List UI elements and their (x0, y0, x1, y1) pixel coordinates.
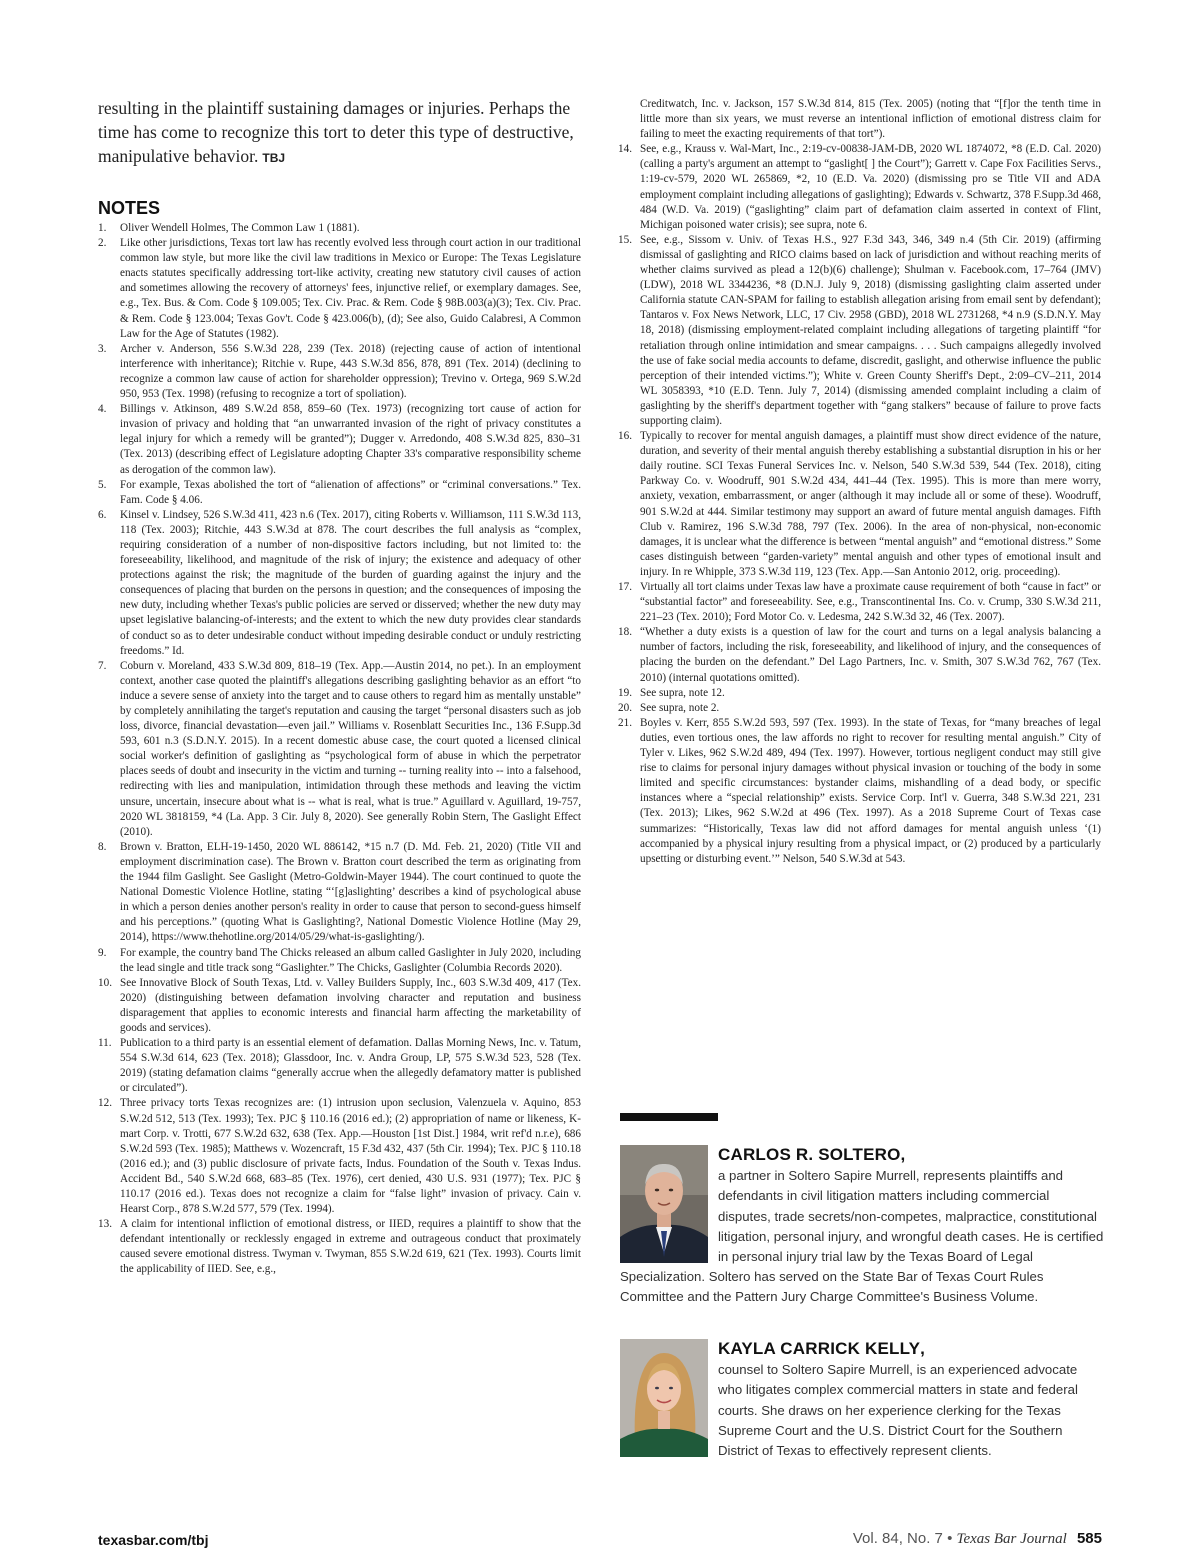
note-item (98, 1096, 581, 1217)
note-item (98, 478, 581, 508)
notes-list-left (98, 221, 581, 1278)
note-item (618, 701, 1101, 716)
lead-paragraph (98, 96, 581, 170)
note-text: Boyles v. Kerr, 855 S.W.2d 593, 597 (Tex. 1993). In the state of Texas, for “many breaches of legal duties, even tortious ones, the law affords no right to recover for resulting mental anguish.” City of Tyler v. Likes, 962 S.W.2d 489, 494 (Tex. 1997). However, tortious negligent conduct may still give rise to claims for personal injury damages without physical invasion or touching of the body in some limited and specific circumstances: bystander claims, mishandling of a dead body, or specific instances where a “special relationship” exists. Service Corp. Int'l v. Guerra, 348 S.W.3d 221, 231 (Tex. 2013); Likes, 962 S.W.2d at 496 (Tex. 1997). As a 2018 Supreme Court of Texas case summarizes: “Historically, Texas law did not afford damages for mental anguish unless ‘(1) accompanied by a physical injury resulting from a physical impact, or (2) produced by a particularly upsetting or disturbing event.’” Nelson, 540 S.W.3d at 543. (640, 716, 1101, 865)
note-text: Three privacy torts Texas recognizes are: (1) intrusion upon seclusion, Valenzuela v. Aquino, 853 S.W.2d 512, 513 (Tex. 1993); Tex. PJC § 110.16 (2016 ed.); (2) appropriation of name or likeness, K-mart Corp. v. Trotti, 677 S.W.2d 632, 638 (Tex. App.—Houston [1st Dist.] 1984, writ ref'd n.r.e), 686 S.W.2d 593 (Tex. 1985); Matthews v. Wozencraft, 15 F.3d 432, 437 (5th Cir. 1994); Tex. PJC § 110.18 (2016 ed.); and (3) public disclosure of private facts, Indus. Foundation of the South v. Texas Indus. Accident Bd., 540 S.W.2d 668, 683–85 (Tex. 1976), cert denied, 430 U.S. 931 (1977); Tex. PJC § 110.17 (2016 ed.). Texas does not recognize a claim for “false light” invasion of privacy. Cain v. Hearst Corp., 878 S.W.2d 577, 579 (Tex. 1994). (120, 1097, 581, 1216)
note-number: 17. (618, 581, 632, 593)
note-text: A claim for intentional infliction of emotional distress, or IIED, requires a plaintiff to show that the defendant intentionally or recklessly engaged in extreme and outrageous conduct that proximately caused severe emotional distress. Twyman v. Twyman, 855 S.W.2d 619, 621 (Tex. 1993). Courts limit the applicability of IIED. See, e.g., (120, 1218, 581, 1276)
note-number: 21. (618, 716, 632, 729)
note-number: 14. (618, 143, 632, 156)
note-item (98, 946, 581, 976)
note-item (98, 236, 581, 342)
name-comma: , (900, 1145, 906, 1164)
lead-text: resulting in the plaintiff sustaining damages or injuries. Perhaps the time has come to recognize this tort to deter this type of destructive, manipulative behavior. (98, 98, 574, 166)
note-text: See supra, note 12. (640, 686, 725, 699)
name-comma: , (920, 1339, 925, 1358)
note-number: 12. (98, 1097, 112, 1110)
note-item (98, 402, 581, 477)
author-bio-soltero (620, 1145, 1104, 1308)
note-text: “Whether a duty exists is a question of law for the court and turns on a legal analysis balancing a number of factors, including the risk, foreseeability, and likelihood of injury, and the consequences of placing the burden on the defendant.” Del Lago Partners, Inc. v. Smith, 307 S.W.3d 762, 767 (Tex. 2010) (internal quotations omitted). (640, 626, 1101, 684)
note-item (98, 1217, 581, 1277)
footer-issue-info (853, 1530, 1102, 1548)
note-item-continued (618, 97, 1101, 142)
note-item (98, 659, 581, 840)
notes-heading: NOTES (98, 198, 161, 218)
note-item (98, 976, 581, 1036)
footer-journal: Texas Bar Journal (956, 1531, 1067, 1547)
note-text: Typically to recover for mental anguish damages, a plaintiff must show direct evidence of the nature, duration, and severity of their mental anguish thereby establishing a substantial disruption in his or her daily routine. SCI Texas Funeral Services Inc. v. Nelson, 540 S.W.3d 539, 544 (Tex. 2018), citing Parkway Co. v. Woodruff, 901 S.W.2d 434, 441–44 (Tex. 1995). This is more than mere worry, anxiety, vexation, embarrassment, or anger (although it may include all or some of these). Woodruff, 901 S.W.2d at 444. Similar testimony may support an award of future mental anguish damages. Fifth Club v. Ramirez, 196 S.W.3d 788, 797 (Tex. 2006). In the area of non-physical, non-economic damages, it is unclear what the difference is between “mental anguish” and “emotional distress.” Some cases distinguish between “garden-variety” mental anguish and other types of emotional insult and injury. In re Whipple, 373 S.W.3d 119, 123 (Tex. App.—San Antonio 2012, orig. proceeding). (640, 430, 1101, 578)
footer-site-link[interactable]: texasbar.com/tbj (98, 1532, 209, 1548)
author-bio-kelly (620, 1339, 1104, 1461)
note-number: 5. (98, 478, 107, 491)
note-text: Creditwatch, Inc. v. Jackson, 157 S.W.3d 814, 815 (Tex. 2005) (noting that “[f]or the tenth time in little more than six years, we must reverse an intentional infliction of emotional distress claim for failing to meet the exacting requirements of that tort”). (640, 98, 1101, 141)
note-number: 4. (98, 403, 107, 416)
note-text: See, e.g., Sissom v. Univ. of Texas H.S., 927 F.3d 343, 346, 349 n.4 (5th Cir. 2019) (affirming dismissal of gaslighting and RICO claims based on lack of jurisdiction and without reaching merits of whether claims survived as plead a 12(b)(6) challenge); Shulman v. Facebook.com, 17–764 (JMV) (LDW), 2018 WL 3344236, *8 (D.N.J. July 9, 2018) (dismissing gaslighting claim asserted under California statute CAN-SPAM for failing to establish allegation arising from email sent by defendant); Tantaros v. Fox News Network, LLC, 17 Civ. 2958 (GBD), 2018 WL 2731268, *4 n.9 (S.D.N.Y. May 18, 2018) (dismissing employment-related complaint including allegations of targeting plaintiff “for retaliation through online intimidation and smear campaigns. . . . Such campaigns allegedly involved the use of fake social media accounts to defame, discredit, gaslight, and otherwise influence the public perception of their intended victims.”); White v. Green County Sheriff's Dept., 2:09–CV–211, 2014 WL 3058393, *10 (E.D. Tenn. July 7, 2014) (dismissing amended complaint including a claim of gaslighting by the sheriff's department together with “gang stalkers” because of failure to prove facts supporting claim). (640, 233, 1101, 427)
note-text: Archer v. Anderson, 556 S.W.3d 228, 239 (Tex. 2018) (rejecting cause of action of intentional interference with inheritance); Ritchie v. Rupe, 443 S.W.3d 856, 878, 891 (Tex. 2014) (declining to recognize a common law cause of action for shareholder oppression); Trevino v. Ortega, 969 S.W.2d 950, 953 (Tex. 1998) (refusing to recognize a tort of spoliation). (120, 342, 581, 401)
note-number: 7. (98, 659, 107, 672)
note-number: 16. (618, 430, 632, 443)
note-item (98, 508, 581, 659)
note-item (618, 142, 1101, 233)
author-bio-text: counsel to Soltero Sapire Murrell, is an experienced advocate who litigates complex commercial matters in state and federal courts. She draws on her experience clerking for the Texas Supreme Court and the U.S. District Court for the Southern District of Texas to effectively represent clients. (718, 1362, 1078, 1459)
left-column (98, 92, 581, 1278)
note-number: 2. (98, 237, 107, 250)
note-text: See supra, note 2. (640, 701, 720, 714)
note-number: 18. (618, 626, 632, 639)
notes-list-right (618, 97, 1101, 867)
footer-page-number: 585 (1076, 1530, 1102, 1547)
note-number: 8. (98, 840, 107, 853)
note-item (618, 686, 1101, 701)
note-number: 20. (618, 701, 632, 714)
author-name: CARLOS R. SOLTERO (718, 1145, 901, 1164)
footer-bullet: • (947, 1530, 953, 1547)
note-item (98, 221, 581, 236)
note-item (98, 1036, 581, 1096)
note-text: Coburn v. Moreland, 433 S.W.3d 809, 818–19 (Tex. App.—Austin 2014, no pet.). In an employment context, another case quoted the plaintiff's allegations describing gaslighting behavior as an effort “to induce a severe sense of anxiety into the target and to cause others to regard him as mentally unstable” by completely annihilating the target's reputation and causing the target “personal disasters such as job loss, divorce, financial devastation—even jail.” Williams v. Rosenblatt Securities Inc., 136 F.Supp.3d 593, 601 n.3 (S.D.N.Y. 2015). In a recent domestic abuse case, the court quoted a licensed clinical social worker's definition of gaslighting as “psychological form of abuse in which the perpetrator places seeds of doubt and insecurity in the victim and turning -- turning reality into -- into a falsehood, redirecting with lies and manipulation, intimidation through these methods and leaving the victim unsure, uncertain, insecure about what is -- what is real, what is true.” Aguillard v. Aguillard, 19-757, 2020 WL 3818159, *4 (La. App. 3 Cir. July 8, 2020). See generally Robin Stern, The Gaslight Effect (2010). (120, 659, 581, 838)
note-text: Brown v. Bratton, ELH-19-1450, 2020 WL 886142, *15 n.7 (D. Md. Feb. 21, 2020) (Title VII and employment discrimination case). The Brown v. Bratton court described the term as originating from the 1944 film Gaslight. See Gaslight (Metro-Goldwin-Mayer 1944). The court continued to quote the National Domestic Violence Hotline, stating “‘[g]aslighting’ describes a kind of psychological abuse in which a person denies another person's reality in order to cause that person to second-guess himself and his perceptions.” (quoting What is Gaslighting?, National Domestic Violence Hotline (May 29, 2014), https://www.thehotline.org/2014/05/29/what-is-gaslighting/). (120, 840, 581, 944)
footer-volume: Vol. 84, No. 7 (852, 1530, 943, 1547)
note-text: See, e.g., Krauss v. Wal-Mart, Inc., 2:19-cv-00838-JAM-DB, 2020 WL 1874072, *8 (E.D. Cal. 2020) (calling a party's argument an attempt to “gaslight[ ] the Court”); Garrett v. Cape Fox Facilities Servs., 1:19-cv-579, 2020 WL 265869, *2, 10 (E.D. Va. 2020) (dismissing pro se Title VII and ADA employment complaint including allegations of gaslighting); Edwards v. Schwartz, 378 F.Supp.3d 468, 484 (W.D. Va. 2019) (“gaslighting” claim part of defamation claim asserted in context of Flint, Michigan poisoned water crisis); see supra, note 6. (640, 143, 1101, 231)
author-photo-kelly (620, 1339, 708, 1457)
note-number: 10. (98, 976, 112, 989)
right-column (618, 97, 1101, 867)
note-number: 19. (618, 686, 632, 699)
note-text: Virtually all tort claims under Texas law have a proximate cause requirement of both “cause in fact” or “substantial factor” and foreseeability. See, e.g., Transcontinental Ins. Co. v. Crump, 330 S.W.3d 211, 221–23 (Tex. 2010); Ford Motor Co. v. Ledesma, 242 S.W.3d 32, 46 (Tex. 2007). (640, 581, 1101, 624)
note-number: 9. (98, 946, 107, 959)
author-bio-text: a partner in Soltero Sapire Murrell, represents plaintiffs and defendants in civil litigation matters including commercial disputes, trade secrets/non-competes, malpractice, constitutional litigation, personal injury, and wrongful death cases. He is certified in personal injury trial law by the Texas Board of Legal Specialization. Soltero has served on the State Bar of Texas Court Rules Committee and the Pattern Jury Charge Committee's Business Volume. (620, 1168, 1104, 1305)
note-item (618, 716, 1101, 867)
note-item (98, 342, 581, 402)
note-text: Publication to a third party is an essential element of defamation. Dallas Morning News, Inc. v. Tatum, 554 S.W.3d 614, 623 (Tex. 2018); Glassdoor, Inc. v. Andra Group, LP, 575 S.W.3d 523, 528 (Tex. 2019) (stating defamation claims “generally accrue when the allegedly defamatory matter is published or circulated”). (120, 1037, 581, 1095)
note-text: Oliver Wendell Holmes, The Common Law 1 (1881). (120, 222, 360, 234)
author-name: KAYLA CARRICK KELLY (718, 1339, 921, 1358)
note-text: Like other jurisdictions, Texas tort law has recently evolved less through court action in our traditional common law style, but more like the civil law traditions in Mexico or Europe: The Texas Legislature enacts statutes specifically addressing tort-like activity, creating new statutory civil causes of action and sometimes allowing the recovery of attorneys' fees, injunctive relief, or exemplary damages. See, e.g., Tex. Bus. & Com. Code § 109.005; Tex. Civ. Prac. & Rem. Code § 98B.003(a)(3); Tex. Civ. Prac. & Rem. Code § 123.004; Texas Gov't. Code § 423.006(b), (d); See also, Guido Calabresi, A Common Law for the Age of Statutes (1982). (120, 237, 581, 340)
note-number: 1. (98, 222, 107, 234)
note-text: Kinsel v. Lindsey, 526 S.W.3d 411, 423 n.6 (Tex. 2017), citing Roberts v. Williamson, 111 S.W.3d 113, 118 (Tex. 2003); Ritchie, 443 S.W.3d at 878. The court describes the full analysis as “complex, requiring consideration of a number of non-dispositive factors including, but not limited to: the foreseeability, likelihood, and magnitude of the risk of injury; the existence and adequacy of other protections against the risk; the magnitude of the burden of guarding against the injury and the consequences of placing that burden on the persons in question; and the consequences of imposing the new duty, including whether Texas's public policies are served or disserved; whether the new duty may upset legislative balancing-of-interests; and the extent to which the new duty provides clear standards of conduct so as to deter undesirable conduct without impeding desirable conduct or unduly restricting freedoms.” Id. (120, 508, 581, 657)
note-number: 13. (98, 1218, 112, 1231)
note-number: 11. (98, 1037, 112, 1050)
note-item (98, 840, 581, 946)
tbj-end-mark: TBJ (262, 151, 286, 165)
note-item (618, 429, 1101, 580)
note-number: 15. (618, 233, 632, 246)
author-photo-soltero (620, 1145, 708, 1263)
note-item (618, 625, 1101, 685)
note-item (618, 233, 1101, 429)
note-text: For example, the country band The Chicks released an album called Gaslighter in July 2020, including the lead single and title track song “Gaslighter.” The Chicks, Gaslighter (Columbia Records 2020). (120, 946, 581, 974)
note-number: 3. (98, 342, 107, 355)
note-item (618, 580, 1101, 625)
note-text: For example, Texas abolished the tort of “alienation of affections” or “criminal conversations.” Tex. Fam. Code § 4.06. (120, 478, 581, 506)
section-divider-bar (620, 1113, 718, 1121)
note-number: 6. (98, 508, 107, 521)
note-text: Billings v. Atkinson, 489 S.W.2d 858, 859–60 (Tex. 1973) (recognizing tort cause of action for invasion of privacy and holding that “an unwarranted invasion of the right of privacy constitutes a legal injury for which a remedy will be granted”); Dugger v. Arredondo, 408 S.W.3d 825, 830–31 (Tex. 2013) (describing effect of Legislature adopting Chapter 33's comparative responsibility scheme as derogation of the common law). (120, 403, 581, 476)
note-text: See Innovative Block of South Texas, Ltd. v. Valley Builders Supply, Inc., 603 S.W.3d 409, 417 (Tex. 2020) (distinguishing between defamation involving character and reputation and business disparagement that applies to economic interests and financial harm affecting the marketability of goods and services). (120, 976, 581, 1034)
